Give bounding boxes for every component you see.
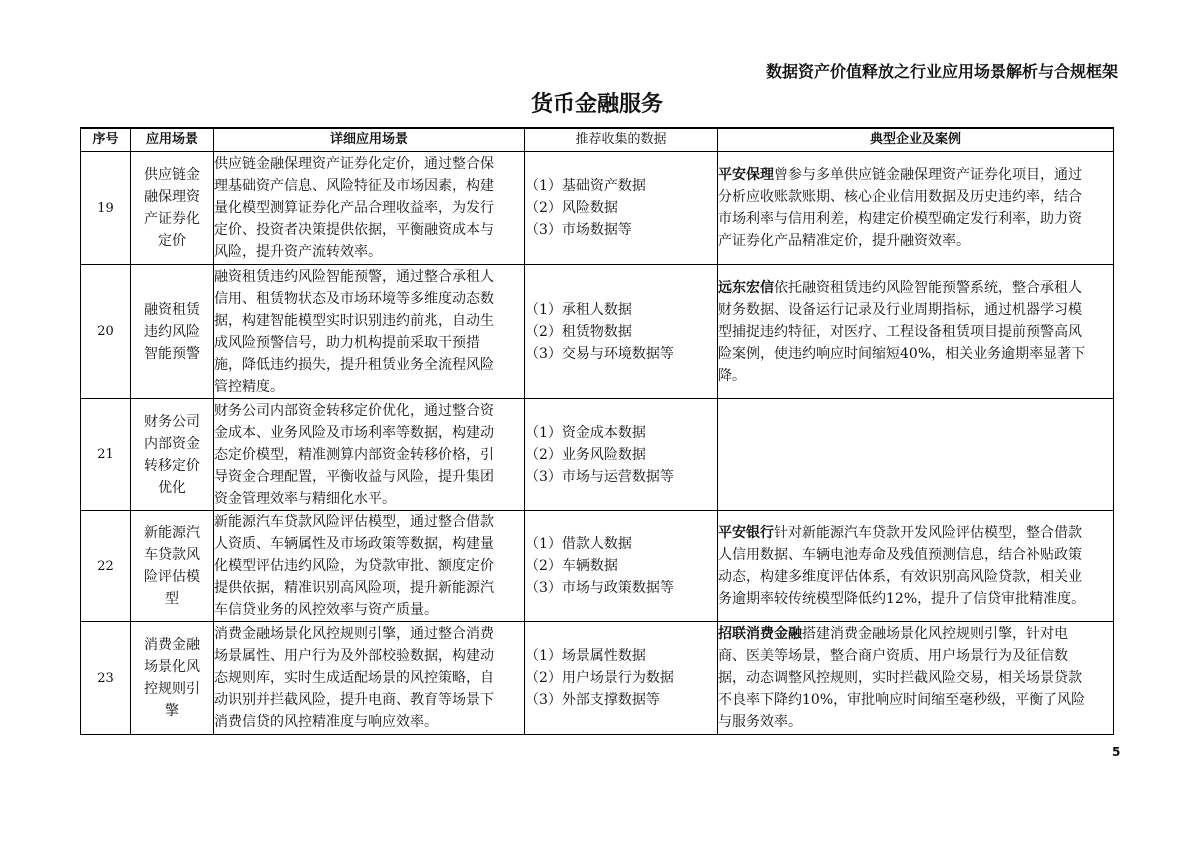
- case-text: 降。: [718, 367, 746, 384]
- column-header-number: 序号: [81, 128, 131, 152]
- data-line: （2）租赁物数据: [525, 323, 632, 340]
- scenario-line: 控规则引: [144, 681, 200, 697]
- data-line: （1）承租人数据: [525, 301, 632, 318]
- use-case-table: [80, 127, 1114, 735]
- column-header-scenario: 应用场景: [131, 128, 214, 152]
- table-row: [81, 511, 1114, 622]
- detail-line: 消费金融场景化风控规则引擎，通过整合消费: [214, 626, 494, 642]
- table-row: [81, 265, 1114, 399]
- cell-number: [81, 399, 131, 511]
- table-body: [81, 152, 1114, 735]
- detail-line: 风险，提升资产流转效率。: [214, 244, 382, 260]
- detail-line: 态规则库，实时生成适配场景的风控策略，自: [214, 670, 494, 686]
- scenario-line: 险评估模: [144, 569, 200, 585]
- case-line: [718, 623, 1113, 645]
- case-text: 财务数据、设备运行记录及行业周期指标，通过机器学习模: [718, 301, 1082, 318]
- case-text: 产证券化产品精准定价，提升融资效率。: [718, 233, 970, 249]
- cell-case: [718, 152, 1114, 265]
- case-text: 与服务效率。: [718, 714, 802, 730]
- case-line: [718, 667, 1113, 689]
- cell-number: [81, 152, 131, 265]
- cell-case: [718, 399, 1114, 511]
- detail-line: 导资金合理配置，平衡收益与风险，提升集团: [214, 468, 494, 485]
- scenario-line: 融保理资: [144, 189, 200, 205]
- case-company: 招联消费金融: [718, 626, 802, 642]
- scenario-line: 型: [165, 591, 179, 607]
- scenario-line: 融资租赁: [144, 301, 200, 318]
- case-line: [718, 522, 1113, 544]
- row-number: 22: [97, 558, 114, 574]
- case-line: [718, 689, 1113, 711]
- scenario-line: 智能预警: [144, 345, 200, 362]
- case-text: 动态，构建多维度评估体系，有效识别高风险贷款，相关业: [718, 569, 1082, 585]
- detail-line: 化模型评估违约风险，为贷款审批、额度定价: [214, 558, 494, 574]
- cell-scenario: [131, 511, 214, 622]
- column-header-data: 推荐收集的数据: [525, 128, 718, 152]
- detail-line: 车信贷业务的风控效率与资产质量。: [214, 602, 438, 618]
- data-line: （2）用户场景行为数据: [525, 670, 674, 686]
- case-text: 商、医美等场景，整合商户资质、用户场景行为及征信数: [718, 648, 1068, 664]
- case-text: 型捕捉违约特征，对医疗、工程设备租赁项目提前预警高风: [718, 323, 1082, 340]
- page-number: 5: [1112, 745, 1121, 759]
- scenario-line: 供应链金: [144, 167, 200, 183]
- case-text: 依托融资租赁违约风险智能预警系统，整合承租人: [774, 279, 1082, 296]
- data-line: （1）借款人数据: [525, 536, 632, 552]
- detail-line: 人资质、车辆属性及市场政策等数据，构建量: [214, 536, 494, 552]
- case-line: [718, 208, 1113, 230]
- case-line: [718, 566, 1113, 588]
- data-line: （3）市场与运营数据等: [525, 468, 674, 485]
- table-row: [81, 399, 1114, 511]
- detail-line: 据，构建智能模型实时识别违约前兆，自动生: [214, 312, 494, 329]
- detail-line: 态定价模型，精准测算内部资金转移价格，引: [214, 446, 494, 463]
- scenario-line: 定价: [158, 233, 186, 249]
- cell-detail: [214, 265, 525, 399]
- data-line: （2）业务风险数据: [525, 446, 646, 463]
- table-header: [81, 128, 1114, 152]
- detail-line: 成风险预警信号，助力机构提前采取干预措: [214, 334, 480, 351]
- cell-detail: [214, 622, 525, 735]
- scenario-line: 车贷款风: [144, 547, 200, 563]
- cell-case: [718, 622, 1114, 735]
- cell-data: [525, 511, 718, 622]
- cell-case: [718, 511, 1114, 622]
- case-line: [718, 711, 1113, 733]
- detail-line: 财务公司内部资金转移定价优化，通过整合资: [214, 402, 494, 419]
- data-line: （1）资金成本数据: [525, 424, 646, 441]
- cell-number: [81, 511, 131, 622]
- detail-line: 资金管理效率与精细化水平。: [214, 490, 396, 507]
- detail-line: 金成本、业务风险及市场利率等数据，构建动: [214, 424, 494, 441]
- header-row: [81, 128, 1114, 152]
- scenario-line: 场景化风: [144, 659, 200, 675]
- detail-line: 提供依据，精准识别高风险项，提升新能源汽: [214, 580, 494, 596]
- column-header-detail: 详细应用场景: [214, 128, 525, 152]
- case-line: [718, 321, 1113, 343]
- case-text: 人信用数据、车辆电池寿命及残值预测信息，结合补贴政策: [718, 547, 1082, 563]
- row-number: 19: [97, 200, 114, 216]
- case-line: [718, 365, 1113, 387]
- cell-scenario: [131, 622, 214, 735]
- cell-scenario: [131, 152, 214, 265]
- data-line: （1）场景属性数据: [525, 648, 646, 664]
- row-number: 20: [97, 324, 114, 339]
- detail-line: 理基础资产信息、风险特征及市场因素，构建: [214, 178, 494, 194]
- scenario-line: 产证券化: [144, 211, 200, 227]
- case-line: [718, 588, 1113, 610]
- case-text: 务逾期率较传统模型降低约12%，提升了信贷审批精准度。: [718, 591, 1086, 607]
- detail-line: 供应链金融保理资产证券化定价，通过整合保: [214, 156, 494, 172]
- case-text: 针对新能源汽车贷款开发风险评估模型，整合借款: [774, 525, 1082, 541]
- cell-data: [525, 622, 718, 735]
- detail-line: 信用、租赁物状态及市场环境等多维度动态数: [214, 290, 494, 307]
- column-header-case: 典型企业及案例: [718, 128, 1114, 152]
- data-line: （2）车辆数据: [525, 558, 618, 574]
- cell-detail: [214, 399, 525, 511]
- data-line: （2）风险数据: [525, 200, 618, 216]
- case-line: [718, 164, 1113, 186]
- scenario-line: 消费金融: [144, 637, 200, 653]
- cell-data: [525, 265, 718, 399]
- data-line: （3）外部支撑数据等: [525, 692, 660, 708]
- cell-detail: [214, 511, 525, 622]
- row-number: 23: [97, 670, 114, 686]
- cell-scenario: [131, 399, 214, 511]
- data-line: （1）基础资产数据: [525, 178, 646, 194]
- scenario-line: 转移定价: [144, 457, 200, 474]
- cell-number: [81, 622, 131, 735]
- detail-line: 定价、投资者决策提供依据，平衡融资成本与: [214, 222, 494, 238]
- case-line: [718, 230, 1113, 252]
- detail-line: 消费信贷的风控精准度与响应效率。: [214, 714, 438, 730]
- detail-line: 量化模型测算证券化产品合理收益率，为发行: [214, 200, 494, 216]
- cell-case: [718, 265, 1114, 399]
- section-title: 货币金融服务: [530, 92, 663, 117]
- case-line: [718, 277, 1113, 299]
- case-text: 据，动态调整风控规则，实时拦截风险交易，相关场景贷款: [718, 670, 1082, 686]
- cell-data: [525, 152, 718, 265]
- detail-line: 动识别并拦截风险，提升电商、教育等场景下: [214, 692, 494, 708]
- detail-line: 新能源汽车贷款风险评估模型，通过整合借款: [214, 514, 494, 530]
- detail-line: 场景属性、用户行为及外部校验数据，构建动: [214, 648, 494, 664]
- case-company: 平安保理: [718, 167, 774, 183]
- scenario-line: 内部资金: [144, 435, 200, 452]
- case-line: [718, 645, 1113, 667]
- detail-line: 施，降低违约损失，提升租赁业务全流程风险: [214, 356, 494, 373]
- case-line: [718, 544, 1113, 566]
- case-text: 不良率下降约10%，审批响应时间缩至毫秒级，平衡了风险: [718, 692, 1086, 708]
- scenario-line: 财务公司: [144, 413, 200, 430]
- case-text: 市场利率与信用利差，构建定价模型确定发行利率，助力资: [718, 211, 1082, 227]
- case-company: 远东宏信: [718, 279, 774, 296]
- scenario-line: 优化: [158, 479, 186, 496]
- scenario-line: 违约风险: [144, 323, 200, 340]
- detail-line: 管控精度。: [214, 378, 284, 395]
- table-row: [81, 152, 1114, 265]
- case-company: 平安银行: [718, 525, 774, 541]
- case-text: 险案例，使违约响应时间缩短40%，相关业务逾期率显著下: [718, 345, 1086, 362]
- case-line: [718, 299, 1113, 321]
- data-line: （3）交易与环境数据等: [525, 345, 674, 362]
- case-text: 分析应收账款账期、核心企业信用数据及历史违约率，结合: [718, 189, 1082, 205]
- cell-number: [81, 265, 131, 399]
- table-row: [81, 622, 1114, 735]
- data-line: （3）市场数据等: [525, 222, 632, 238]
- cell-detail: [214, 152, 525, 265]
- case-line: [718, 186, 1113, 208]
- detail-line: 融资租赁违约风险智能预警，通过整合承租人: [214, 268, 494, 285]
- case-text: 曾参与多单供应链金融保理资产证券化项目，通过: [774, 167, 1082, 183]
- cell-scenario: [131, 265, 214, 399]
- row-number: 21: [97, 447, 114, 462]
- running-header: 数据资产价值释放之行业应用场景解析与合规框架: [765, 62, 1118, 81]
- scenario-line: 新能源汽: [144, 525, 200, 541]
- case-line: [718, 343, 1113, 365]
- data-line: （3）市场与政策数据等: [525, 580, 674, 596]
- cell-data: [525, 399, 718, 511]
- case-text: 搭建消费金融场景化风控规则引擎，针对电: [802, 626, 1068, 642]
- scenario-line: 擎: [165, 703, 179, 719]
